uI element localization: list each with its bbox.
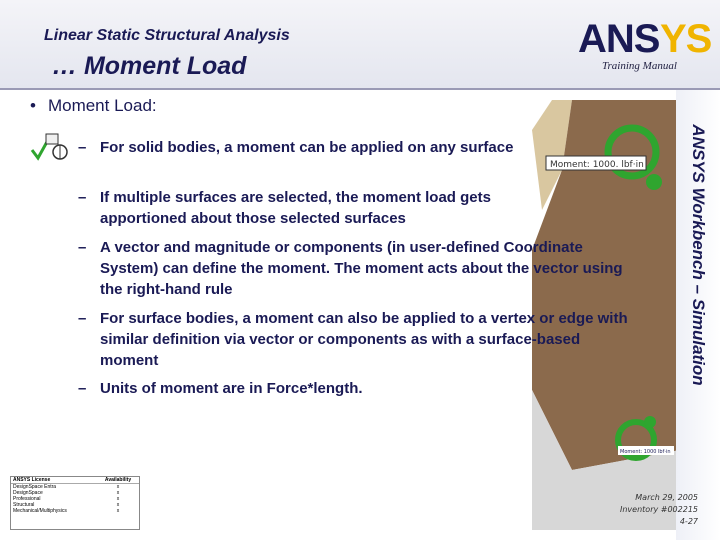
- license-header-row: [11, 477, 139, 484]
- sub-bullet-2: [78, 187, 638, 229]
- sub-bullet-text: For solid bodies, a moment can be applied on any surface: [100, 139, 514, 156]
- dash: –: [78, 380, 87, 397]
- license-header-name: ANSYS License: [13, 477, 51, 483]
- sub-bullet-4: [78, 308, 638, 371]
- license-name: Structural: [13, 502, 35, 508]
- license-availability: x: [116, 502, 120, 508]
- footer-date: March 29, 2005: [635, 493, 698, 502]
- sub-bullet-3: [78, 237, 638, 300]
- bullet-dot: •: [30, 96, 36, 115]
- arrow-head-top-icon: [646, 174, 662, 190]
- sub-bullet-1: [78, 137, 638, 158]
- sub-bullet-text: For surface bodies, a moment can also be applied to a vertex or edge with similar definition via vector or components as with a surface-based moment: [100, 310, 628, 369]
- license-table: [10, 476, 140, 530]
- header: [0, 0, 720, 90]
- arrow-head-bottom-icon: [644, 416, 656, 428]
- table-row: [11, 508, 139, 514]
- dash: –: [78, 139, 87, 156]
- dash: –: [78, 189, 87, 206]
- dash: –: [78, 239, 87, 256]
- side-banner-text: ANSYS Workbench – Simulation: [689, 124, 708, 386]
- dash: –: [78, 310, 87, 327]
- moment-label-top: Moment: 1000. lbf·in: [550, 160, 644, 170]
- ansys-logo: [574, 14, 714, 60]
- license-availability: x: [116, 490, 120, 496]
- license-name: DesignSpace Entra: [13, 484, 57, 490]
- license-availability: x: [116, 484, 120, 490]
- footer-inventory: Inventory #002215: [620, 505, 698, 514]
- svg-text:YS: YS: [660, 17, 712, 60]
- moment-tool-icon: [30, 132, 70, 164]
- sub-bullet-text: A vector and magnitude or components (in user-defined Coordinate System) can define the moment. The moment acts about the vector using the right-hand rule: [100, 239, 623, 298]
- footer-page-number: 4-27: [679, 517, 698, 526]
- svg-text:ANS: ANS: [578, 17, 660, 60]
- license-name: DesignSpace: [13, 490, 43, 496]
- page-title: … Moment Load: [52, 52, 247, 80]
- license-header-availability: Availability: [104, 477, 132, 483]
- license-name: Professional: [13, 496, 41, 502]
- sub-bullet-text: Units of moment are in Force*length.: [100, 380, 363, 397]
- sub-bullet-5: [78, 378, 638, 399]
- license-availability: x: [116, 496, 120, 502]
- sub-bullet-text: If multiple surfaces are selected, the moment load gets apportioned about those selected surfaces: [100, 189, 491, 227]
- license-availability: x: [116, 508, 120, 514]
- title-line-1: Linear Static Structural Analysis: [44, 27, 290, 44]
- main-bullet-text: Moment Load:: [47, 96, 157, 115]
- training-manual-label: Training Manual: [602, 60, 677, 72]
- license-name: Mechanical/Multiphysics: [13, 508, 67, 514]
- moment-label-bottom: Moment: 1000 lbf·in: [620, 449, 671, 455]
- footer: [620, 492, 698, 528]
- main-bullet: [30, 96, 157, 116]
